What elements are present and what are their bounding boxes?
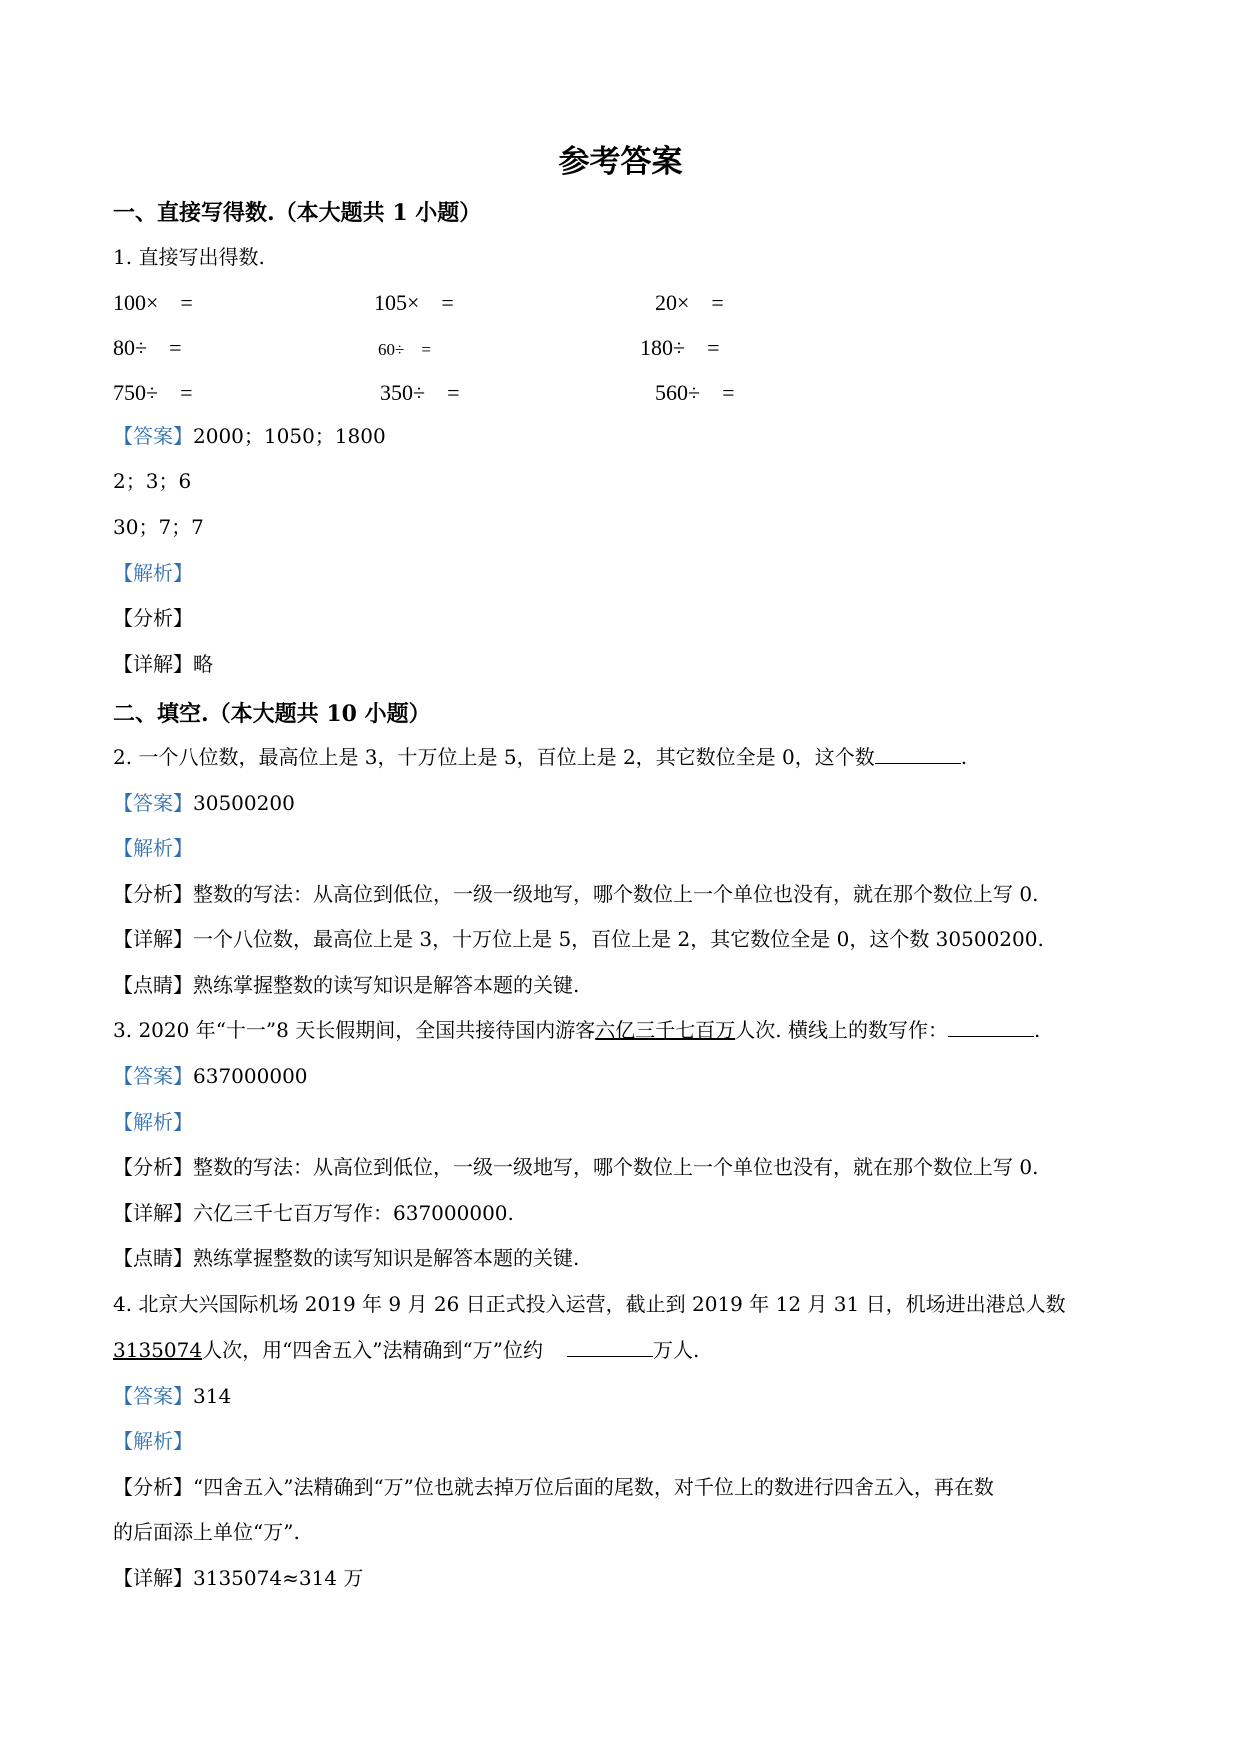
q4-answer: 【答案】314: [113, 1384, 232, 1408]
q1-answer-line: 30；7；7: [113, 515, 204, 539]
q1-answer: 【答案】2000；1050；1800: [113, 424, 386, 448]
q1-expr: 350÷ =: [380, 380, 460, 405]
q4-stem-line2: 3135074人次，用“四舍五入”法精确到“万”位约 万人.: [113, 1338, 700, 1362]
q4-fenxi-line2: 的后面添上单位“万”.: [113, 1520, 300, 1544]
section-heading-2: 二、填空.（本大题共 10 小题）: [113, 701, 431, 727]
q1-stem: 1. 直接写出得数.: [113, 245, 265, 269]
q1-expr: 100× =: [113, 290, 193, 315]
q4-fenxi: 【分析】“四舍五入”法精确到“万”位也就去掉万位后面的尾数，对千位上的数进行四舍五入，再在数: [113, 1475, 994, 1499]
q2-stem: 2. 一个八位数，最高位上是 3，十万位上是 5，百位上是 2，其它数位全是 0，这个数 .: [113, 745, 968, 769]
q4-jiexi-tag: 【解析】: [113, 1429, 193, 1453]
answer-blank: [567, 1338, 653, 1357]
q1-jiexi-tag: 【解析】: [113, 561, 193, 585]
q1-expr: 105× =: [374, 290, 454, 315]
q2-xiangjie: 【详解】一个八位数，最高位上是 3，十万位上是 5，百位上是 2，其它数位全是 0，这个数 30500200.: [113, 927, 1044, 951]
underlined-text: 六亿三千七百万: [595, 1018, 736, 1042]
q1-expr: 80÷ =: [113, 335, 182, 360]
q2-fenxi: 【分析】整数的写法：从高位到低位，一级一级地写，哪个数位上一个单位也没有，就在那个数位上写 0.: [113, 882, 1039, 906]
q2-jiexi-tag: 【解析】: [113, 836, 193, 860]
q3-fenxi: 【分析】整数的写法：从高位到低位，一级一级地写，哪个数位上一个单位也没有，就在那个数位上写 0.: [113, 1155, 1039, 1179]
page-title: 参考答案: [558, 144, 683, 180]
answer-blank: [875, 745, 961, 764]
q3-dianjing: 【点睛】熟练掌握整数的读写知识是解答本题的关键.: [113, 1246, 580, 1270]
q1-answer-line: 2；3；6: [113, 469, 192, 493]
q3-jiexi-tag: 【解析】: [113, 1110, 193, 1134]
q2-answer: 【答案】30500200: [113, 791, 295, 815]
q1-expr: 20× =: [655, 290, 724, 315]
q1-fenxi: 【分析】: [113, 606, 193, 630]
q3-answer: 【答案】637000000: [113, 1064, 308, 1088]
underlined-text: 3135074: [113, 1338, 203, 1362]
q1-expr: 180÷ =: [640, 335, 720, 360]
q1-expr: 560÷ =: [655, 380, 735, 405]
q4-stem-line1: 4. 北京大兴国际机场 2019 年 9 月 26 日正式投入运营，截止到 2019 年 12 月 31 日，机场进出港总人数: [113, 1292, 1066, 1316]
q3-xiangjie: 【详解】六亿三千七百万写作：637000000.: [113, 1201, 514, 1225]
q3-stem: 3. 2020 年“十一”8 天长假期间，全国共接待国内游客六亿三千七百万人次. 横线上的数写作： .: [113, 1018, 1041, 1042]
q2-dianjing: 【点睛】熟练掌握整数的读写知识是解答本题的关键.: [113, 973, 580, 997]
q1-expr: 60÷ =: [378, 340, 431, 359]
answer-blank: [948, 1018, 1034, 1037]
section-heading-1: 一、直接写得数.（本大题共 1 小题）: [113, 200, 482, 226]
q1-expr: 750÷ =: [113, 380, 193, 405]
answer-tag: 【答案】: [113, 424, 193, 448]
q4-xiangjie: 【详解】3135074≈314 万: [113, 1566, 364, 1590]
q1-xiangjie: 【详解】略: [113, 652, 213, 676]
